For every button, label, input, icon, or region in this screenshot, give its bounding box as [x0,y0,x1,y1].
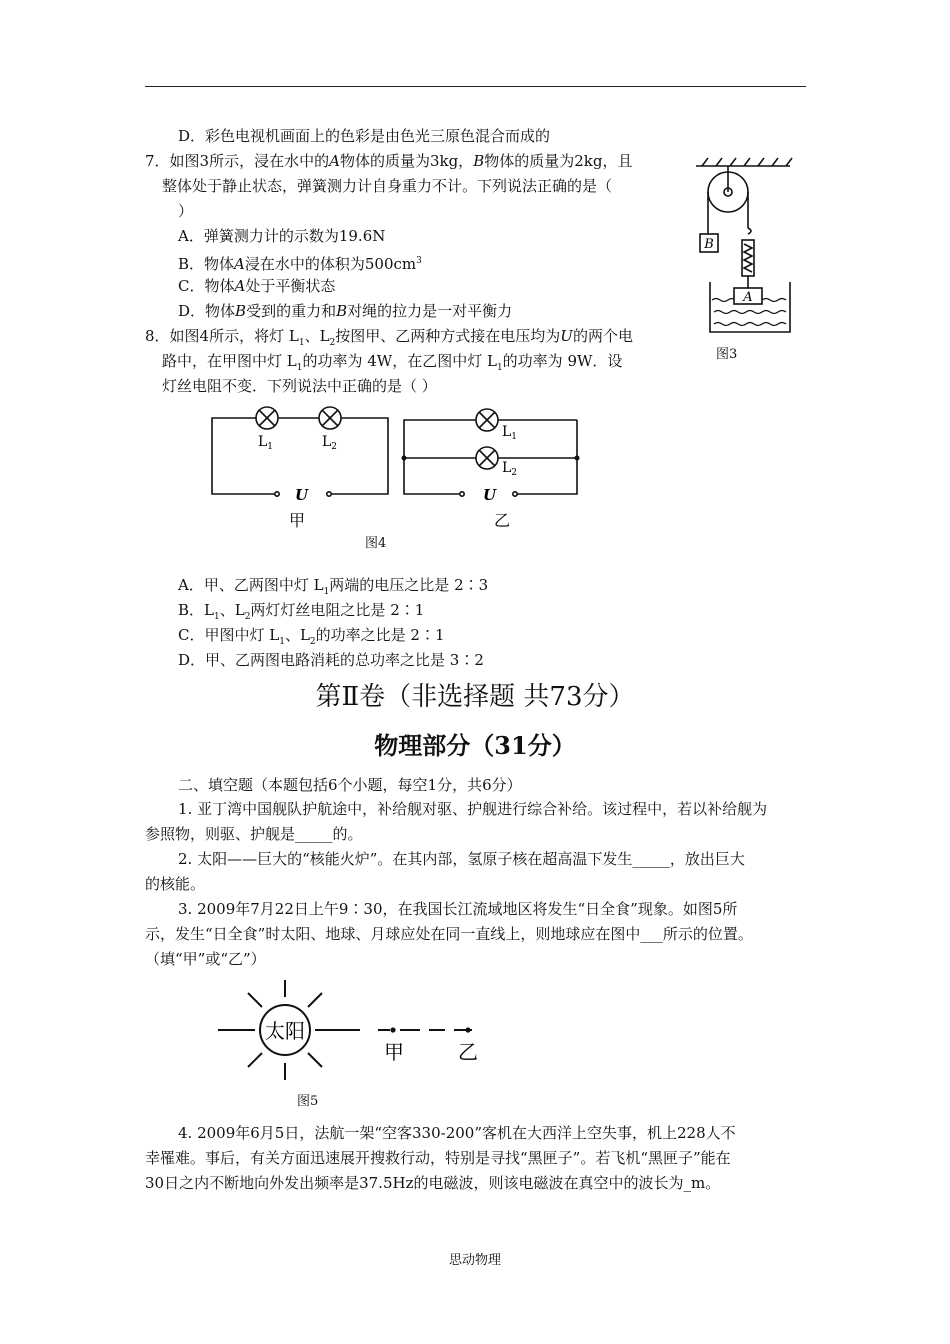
section-2-heading: 二、填空题（本题包括6个小题，每空1分，共6分） [178,776,522,794]
q7-option-c: C．物体A处于平衡状态 [178,277,336,295]
header-rule [145,86,806,87]
figure-3-caption: 图3 [716,347,738,362]
fill-q1-line2: 参照物，则驱、护舰是_____的。 [145,825,363,843]
circuit-yi-label: 乙 [494,511,511,530]
block-b-label: B [704,237,714,252]
block-a-label: A [743,290,753,305]
sun-label: 太阳 [265,1019,305,1043]
q8-stem-line3: 灯丝电阻不变．下列说法中正确的是（ ） [162,377,437,395]
q7-stem-line3: ） [178,202,194,220]
fill-q3-line1: 3. 2009年7月22日上午9∶30，在我国长江流域地区将发生“日全食”现象。如图5所 [178,900,738,918]
q8-option-a: A．甲、乙两图中灯 $L_1$两端的电压之比是 2∶3 [178,576,489,597]
position-jia-label: 甲 [384,1040,404,1064]
q8-option-b: B．$L_1$、$L_2$两灯灯丝电阻之比是 2∶1 [178,601,425,622]
figure-5-caption: 图5 [297,1094,319,1109]
circuit-jia-label: 甲 [289,511,306,530]
q8-option-c: C．甲图中灯 $L_1$、$L_2$的功率之比是 2∶1 [178,626,445,647]
voltage-u-label-yi: U [483,486,497,504]
q7-option-a: A．弹簧测力计的示数为19.6N [178,227,386,245]
position-yi-label: 乙 [458,1040,478,1064]
q8-stem-line2: 路中，在甲图中灯 $L_1$的功率为 4W，在乙图中灯 $L_1$的功率为 9W．设 [162,352,623,373]
fill-q2-line1: 2. 太阳——巨大的“核能火炉”。在其内部，氢原子核在超高温下发生_____，放出巨大 [178,850,745,868]
physics-section-title: 物理部分（31分） [374,731,576,760]
fill-q4-line2: 幸罹难。事后，有关方面迅速展开搜救行动，特别是寻找“黑匣子”。若飞机“黑匣子”能在 [145,1149,731,1167]
lamp-l2-label-jia: $L_2$ [322,434,338,452]
q6-option-d: D．彩色电视机画面上的色彩是由色光三原色混合而成的 [178,127,551,145]
lamp-l1-label-jia: $L_1$ [258,434,274,452]
page-footer: 思动物理 [448,1253,501,1268]
q8-option-d: D．甲、乙两图电路消耗的总功率之比是 3∶2 [178,651,484,669]
lamp-l1-label-yi: $L_1$ [502,424,518,442]
figure-3-pulley-diagram [690,150,800,340]
q7-option-b: B．物体A浸在水中的体积为$500cm^3$ [178,255,422,273]
figure-4-circuits [205,402,590,532]
voltage-u-label-jia: U [295,486,309,504]
fill-q1-line1: 1. 亚丁湾中国舰队护航途中，补给舰对驱、护舰进行综合补给。该过程中，若以补给舰为 [178,800,768,818]
q7-stem-line1: 7．如图3所示，浸在水中的A物体的质量为3kg，B物体的质量为2kg，且 [145,152,633,170]
q8-stem-line1: 8．如图4所示，将灯 $L_1$、$L_2$按图甲、乙两种方式接在电压均为U的两个电 [145,327,633,348]
lamp-l2-label-yi: $L_2$ [502,460,518,478]
fill-q3-line3: （填“甲”或“乙”） [145,950,266,968]
q7-option-d: D．物体B受到的重力和B对绳的拉力是一对平衡力 [178,302,513,320]
figure-5-sun-diagram [210,975,500,1090]
figure-4-caption: 图4 [365,536,387,551]
fill-q4-line1: 4. 2009年6月5日，法航一架“空客330-200”客机在大西洋上空失事，机上228人不 [178,1124,736,1142]
q7-stem-line2: 整体处于静止状态，弹簧测力计自身重力不计。下列说法正确的是（ [162,177,613,195]
part-2-title: 第Ⅱ卷（非选择题 共73分） [315,682,635,712]
fill-q3-line2: 示，发生“日全食”时太阳、地球、月球应处在同一直线上，则地球应在图中___所示的位置。 [145,925,753,943]
fill-q4-line3: 30日之内不断地向外发出频率是37.5Hz的电磁波，则该电磁波在真空中的波长为_m。 [145,1174,721,1192]
fill-q2-line2: 的核能。 [145,875,206,893]
